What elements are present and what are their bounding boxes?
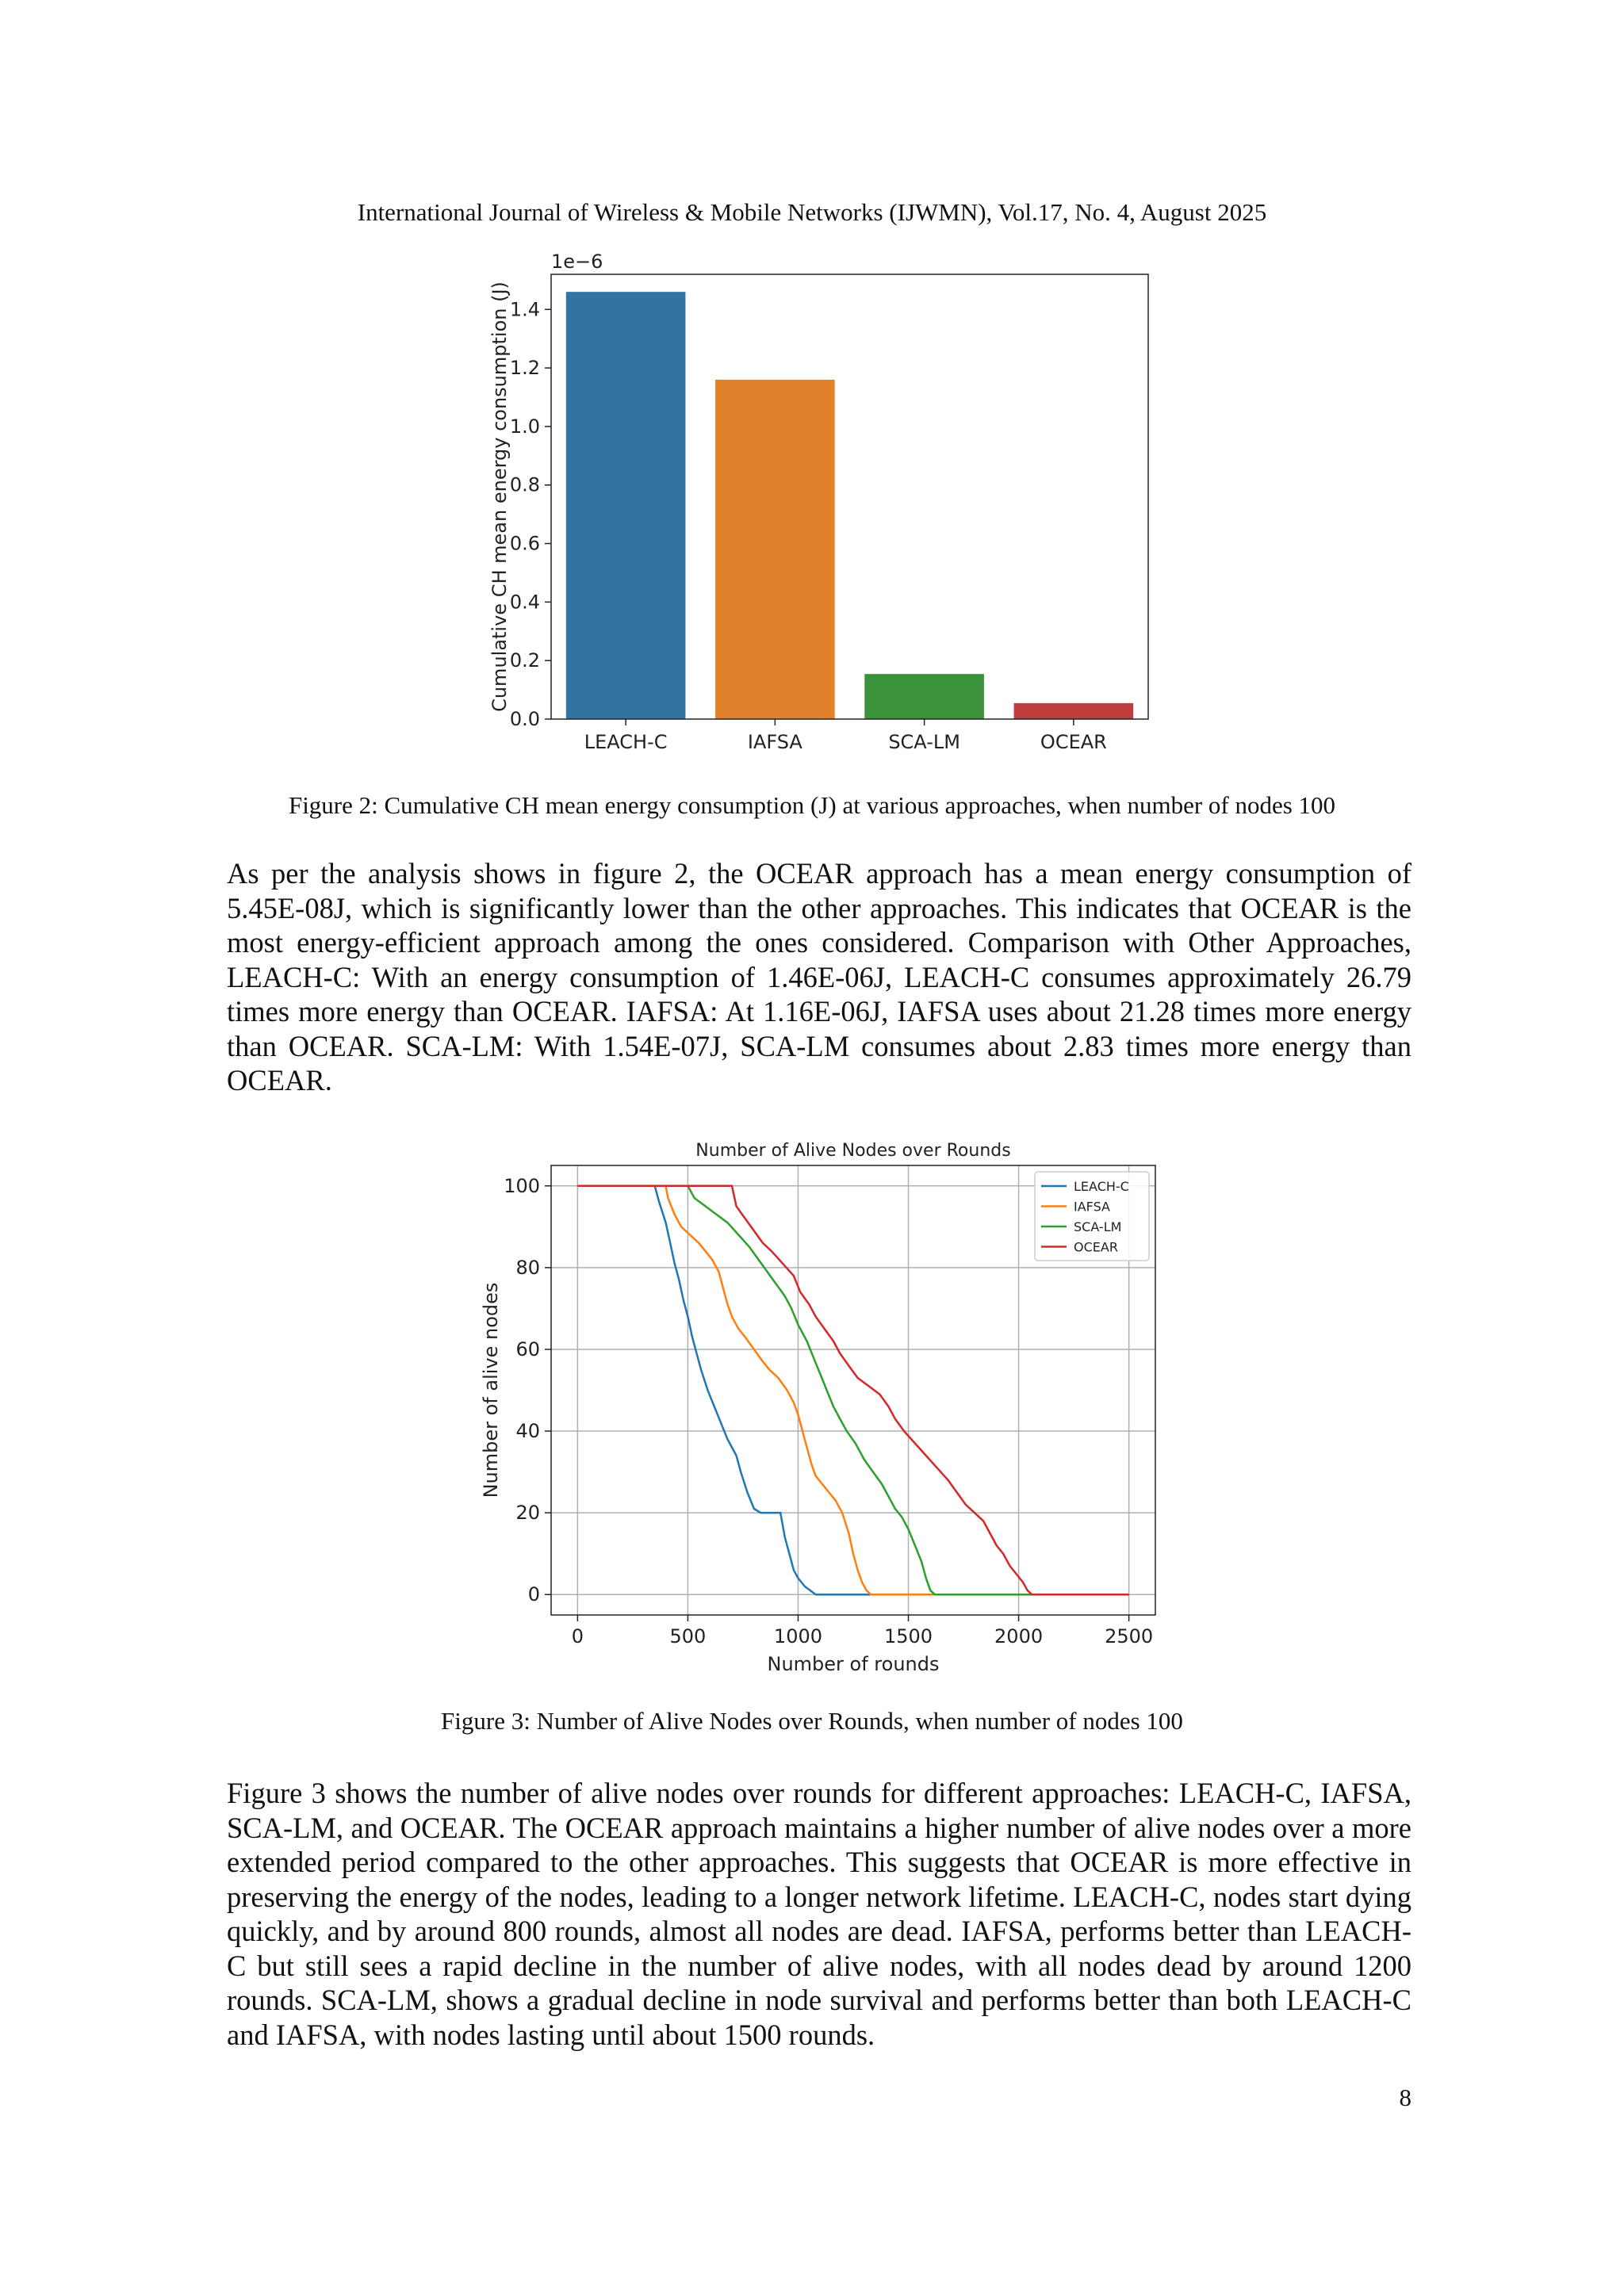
- y-tick-label: 1.0: [509, 415, 540, 438]
- chart-title: Number of Alive Nodes over Rounds: [695, 1141, 1011, 1161]
- paragraph-analysis-figure-2: As per the analysis shows in figure 2, the OCEAR approach has a mean energy consumption of 5.45E-08J, which is significantly lower than the other approaches. This indicates that OCEAR is the most energy-efficient approach among the ones considered. Comparison with Other Approaches, LEACH-C: With an energy consumption of 1.46E-06J, LEACH-C consumes approximately 26.79 times more energy than OCEAR. IAFSA: At 1.16E-06J, IAFSA uses about 21.28 times more energy than OCEAR. SCA-LM: With 1.54E-07J, SCA-LM consumes about 2.83 times more energy than OCEAR.: [227, 857, 1411, 1096]
- y-axis-label: Cumulative CH mean energy consumption (J): [488, 281, 511, 712]
- x-tick-label: 500: [669, 1625, 707, 1647]
- x-axis-label: Number of rounds: [767, 1653, 940, 1675]
- legend-label: LEACH-C: [1074, 1179, 1129, 1194]
- y-tick-label: 1.2: [509, 357, 540, 380]
- y-tick-label: 1.4: [509, 298, 540, 321]
- y-tick-label: 40: [515, 1420, 540, 1443]
- x-tick-label: 2000: [994, 1625, 1044, 1647]
- y-tick-label: 80: [515, 1256, 540, 1279]
- figure-2-caption: Figure 2: Cumulative CH mean energy consumption (J) at various approaches, when number of nodes 100: [288, 791, 1336, 819]
- x-tick-label: 1000: [773, 1625, 823, 1647]
- y-tick-label: 0.0: [509, 708, 540, 730]
- figure-3-caption: Figure 3: Number of Alive Nodes over Rounds, when number of nodes 100: [441, 1707, 1183, 1735]
- y-tick-label: 100: [504, 1174, 540, 1197]
- y-tick-label: 60: [515, 1337, 540, 1360]
- y-axis-label: Number of alive nodes: [480, 1282, 502, 1498]
- x-tick-label: SCA-LM: [888, 731, 960, 753]
- legend-label: IAFSA: [1074, 1199, 1110, 1215]
- x-tick-label: LEACH-C: [584, 731, 668, 753]
- page-number: 8: [1399, 2084, 1411, 2111]
- x-tick-label: 2500: [1105, 1625, 1154, 1647]
- y-scale-offset-label: 1e−6: [551, 251, 603, 273]
- y-tick-label: 0.6: [509, 532, 540, 555]
- x-tick-label: IAFSA: [747, 731, 802, 753]
- y-tick-label: 20: [515, 1502, 540, 1525]
- y-tick-label: 0.2: [509, 649, 540, 672]
- paragraph-analysis-figure-3: Figure 3 shows the number of alive nodes over rounds for different approaches: LEACH-C, IAFSA, SCA-LM, and OCEAR. The OCEAR approach maintains a higher number of alive nodes over a more extended period compared to the other approaches. This suggests that OCEAR is more effective in preserving the energy of the nodes, leading to a longer network lifetime. LEACH-C, nodes start dying quickly, and by around 800 rounds, almost all nodes are dead. IAFSA, performs better than LEACH-C but still sees a rapid decline in the number of alive nodes, with all nodes dead by around 1200 rounds. SCA-LM, shows a gradual decline in node survival and performs better than both LEACH-C and IAFSA, with nodes lasting until about 1500 rounds.: [227, 1777, 1411, 2051]
- legend-label: OCEAR: [1074, 1239, 1118, 1255]
- x-tick-label: 0: [571, 1625, 584, 1647]
- y-tick-label: 0.4: [509, 591, 540, 614]
- y-tick-label: 0: [527, 1583, 540, 1606]
- x-tick-label: OCEAR: [1040, 731, 1107, 753]
- y-tick-label: 0.8: [509, 473, 540, 496]
- x-tick-label: 1500: [883, 1625, 933, 1647]
- legend-label: SCA-LM: [1074, 1219, 1122, 1234]
- running-header: International Journal of Wireless & Mobile Networks (IJWMN), Vol.17, No. 4, August 2025: [357, 198, 1267, 226]
